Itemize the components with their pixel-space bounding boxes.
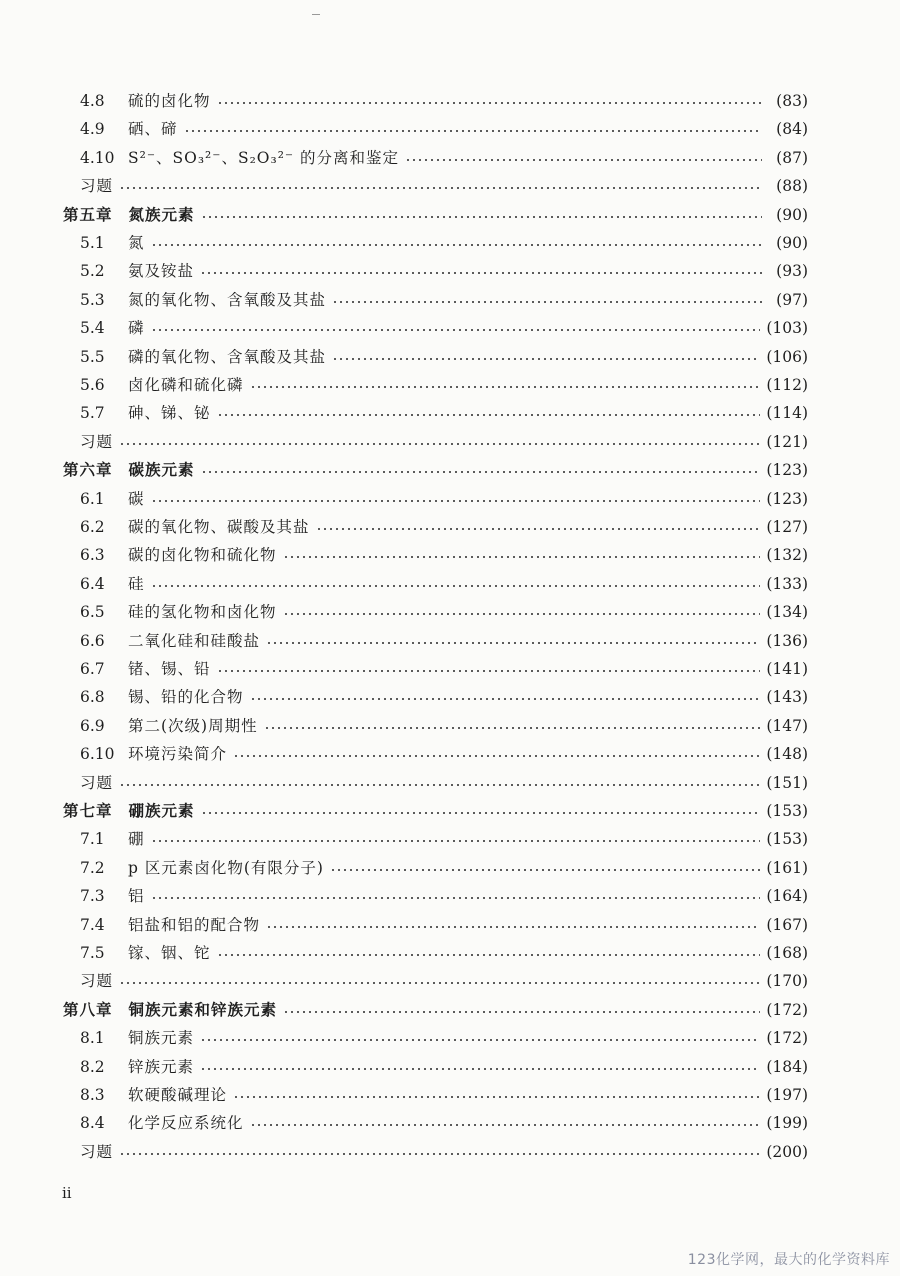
toc-entry-title: 锡、铅的化合物 bbox=[128, 688, 244, 707]
toc-dot-leader bbox=[266, 642, 760, 644]
toc-entry-title: 化学反应系统化 bbox=[128, 1114, 244, 1133]
toc-entry-page: (199) bbox=[766, 1114, 808, 1133]
toc-entry-page: (136) bbox=[766, 631, 808, 650]
toc-entry-title: 锗、锡、铅 bbox=[128, 660, 211, 678]
toc-dot-leader bbox=[332, 301, 762, 303]
toc-entry-number: 6.4 bbox=[80, 574, 105, 593]
toc-entry-number: 第八章 bbox=[63, 999, 113, 1019]
toc-section-entry[interactable] bbox=[0, 712, 900, 740]
toc-entry-page: (103) bbox=[766, 319, 808, 338]
toc-entry-number: 4.9 bbox=[80, 120, 105, 139]
toc-entry-title: 二氧化硅和硅酸盐 bbox=[128, 631, 261, 650]
toc-entry-page: (151) bbox=[766, 773, 808, 792]
toc-dot-leader bbox=[201, 812, 761, 814]
toc-section-entry[interactable] bbox=[0, 627, 900, 655]
toc-entry-title: 硼族元素 bbox=[128, 801, 195, 820]
toc-dot-leader bbox=[200, 1068, 760, 1070]
toc-entry-number: 4.10 bbox=[80, 148, 115, 167]
toc-section-entry[interactable] bbox=[0, 1138, 900, 1166]
toc-dot-leader bbox=[151, 244, 762, 246]
toc-entry-page: (123) bbox=[766, 489, 808, 508]
toc-entry-number: 6.2 bbox=[80, 518, 105, 536]
toc-entry-title: 氨及铵盐 bbox=[128, 262, 195, 281]
toc-section-entry[interactable] bbox=[0, 541, 900, 569]
toc-entry-title: 磷的氧化物、含氧酸及其盐 bbox=[128, 347, 327, 366]
toc-entry-title: 铜族元素和锌族元素 bbox=[128, 999, 278, 1019]
toc-dot-leader bbox=[151, 585, 761, 587]
toc-entry-title: 卤化磷和硫化磷 bbox=[128, 376, 244, 394]
toc-chapter-entry[interactable] bbox=[0, 996, 900, 1024]
toc-entry-page: (83) bbox=[776, 92, 808, 110]
toc-dot-leader bbox=[119, 982, 760, 984]
footer-page-number: ii bbox=[62, 1184, 72, 1202]
toc-entry-page: (106) bbox=[766, 347, 808, 366]
toc-section-entry[interactable] bbox=[0, 939, 900, 967]
toc-entry-page: (114) bbox=[766, 404, 808, 423]
toc-entry-number: 6.8 bbox=[80, 688, 105, 707]
toc-section-entry[interactable] bbox=[0, 399, 900, 427]
toc-entry-page: (153) bbox=[766, 802, 808, 820]
toc-entry-title: 习题 bbox=[80, 773, 114, 792]
page-top-mark bbox=[312, 14, 320, 15]
toc-entry-number: 5.3 bbox=[80, 290, 105, 309]
toc-dot-leader bbox=[200, 1039, 760, 1041]
watermark-text: 123化学网，最大的化学资料库 bbox=[687, 1252, 890, 1268]
toc-dot-leader bbox=[316, 528, 761, 530]
toc-section-entry[interactable] bbox=[0, 115, 900, 143]
toc-entry-page: (200) bbox=[766, 1142, 808, 1161]
toc-entry-page: (161) bbox=[766, 858, 808, 877]
toc-dot-leader bbox=[217, 954, 761, 956]
toc-entry-title: 硅 bbox=[128, 574, 145, 593]
toc-section-entry[interactable] bbox=[0, 257, 900, 285]
toc-section-entry[interactable] bbox=[0, 172, 900, 200]
toc-dot-leader bbox=[250, 698, 761, 700]
toc-entry-title: 习题 bbox=[80, 177, 114, 196]
toc-entry-page: (153) bbox=[766, 830, 808, 849]
toc-entry-title: 碳的氧化物、碳酸及其盐 bbox=[128, 518, 310, 536]
toc-section-entry[interactable] bbox=[0, 882, 900, 910]
toc-entry-title: 铝 bbox=[128, 887, 145, 906]
toc-entry-page: (112) bbox=[766, 376, 808, 394]
toc-entry-number: 4.8 bbox=[80, 92, 105, 110]
toc-entry-title: 碳族元素 bbox=[128, 460, 195, 480]
toc-section-entry[interactable] bbox=[0, 87, 900, 115]
toc-section-entry[interactable] bbox=[0, 314, 900, 342]
toc-section-entry[interactable] bbox=[0, 854, 900, 882]
toc-entry-title: p 区元素卤化物(有限分子) bbox=[128, 858, 324, 877]
toc-entry-title: 碳的卤化物和硫化物 bbox=[128, 546, 277, 565]
toc-dot-leader bbox=[283, 613, 761, 615]
toc-section-entry[interactable] bbox=[0, 1053, 900, 1081]
toc-section-entry[interactable] bbox=[0, 825, 900, 853]
toc-entry-page: (170) bbox=[766, 972, 808, 991]
toc-dot-leader bbox=[151, 329, 761, 331]
toc-entry-number: 7.2 bbox=[80, 858, 105, 877]
toc-entry-title: 硫的卤化物 bbox=[128, 92, 211, 110]
toc-entry-page: (123) bbox=[766, 461, 808, 480]
toc-dot-leader bbox=[200, 272, 762, 274]
toc-entry-title: S²⁻、SO₃²⁻、S₂O₃²⁻ 的分离和鉴定 bbox=[128, 148, 400, 167]
toc-entry-title: 习题 bbox=[80, 432, 114, 451]
toc-entry-number: 5.6 bbox=[80, 376, 105, 394]
toc-entry-page: (84) bbox=[776, 120, 808, 139]
toc-section-entry[interactable] bbox=[0, 286, 900, 314]
toc-entry-page: (132) bbox=[766, 546, 808, 565]
toc-entry-page: (88) bbox=[776, 177, 808, 196]
toc-chapter-entry[interactable] bbox=[0, 456, 900, 484]
toc-section-entry[interactable] bbox=[0, 683, 900, 711]
toc-entry-title: 砷、锑、铋 bbox=[128, 404, 211, 423]
toc-entry-number: 5.2 bbox=[80, 262, 105, 281]
toc-dot-leader bbox=[151, 500, 761, 502]
toc-entry-title: 硅的氢化物和卤化物 bbox=[128, 603, 277, 622]
toc-entry-title: 铜族元素 bbox=[128, 1029, 195, 1048]
toc-entry-number: 第六章 bbox=[63, 460, 113, 480]
toc-dot-leader bbox=[283, 556, 761, 558]
toc-entry-page: (172) bbox=[766, 1029, 808, 1048]
toc-entry-title: 硼 bbox=[128, 830, 145, 849]
toc-entry-title: 第二(次级)周期性 bbox=[128, 716, 258, 735]
toc-dot-leader bbox=[184, 130, 762, 132]
toc-entry-number: 6.9 bbox=[80, 716, 105, 735]
toc-section-entry[interactable] bbox=[0, 1109, 900, 1137]
toc-entry-number: 8.2 bbox=[80, 1057, 105, 1076]
toc-section-entry[interactable] bbox=[0, 343, 900, 371]
toc-dot-leader bbox=[233, 1096, 760, 1098]
toc-entry-title: 碳 bbox=[128, 489, 145, 508]
toc-entry-page: (164) bbox=[766, 887, 808, 906]
toc-entry-number: 5.5 bbox=[80, 347, 105, 366]
toc-entry-title: 磷 bbox=[128, 319, 145, 338]
toc-dot-leader bbox=[217, 414, 761, 416]
toc-entry-number: 5.1 bbox=[80, 234, 105, 252]
toc-dot-leader bbox=[201, 471, 761, 473]
toc-entry-page: (168) bbox=[766, 944, 808, 962]
toc-section-entry[interactable] bbox=[0, 144, 900, 172]
toc-dot-leader bbox=[119, 1153, 760, 1155]
toc-entry-number: 7.3 bbox=[80, 887, 105, 906]
toc-entry-number: 5.4 bbox=[80, 319, 105, 338]
toc-entry-page: (141) bbox=[766, 660, 808, 678]
toc-entry-title: 习题 bbox=[80, 972, 114, 991]
toc-dot-leader bbox=[201, 216, 762, 218]
toc-entry-page: (90) bbox=[776, 234, 808, 252]
toc-entry-title: 环境污染简介 bbox=[128, 745, 228, 764]
toc-section-entry[interactable] bbox=[0, 229, 900, 257]
toc-section-entry[interactable] bbox=[0, 740, 900, 768]
toc-entry-title: 镓、铟、铊 bbox=[128, 944, 211, 962]
toc-entry-page: (127) bbox=[766, 518, 808, 536]
toc-entry-title: 氮的氧化物、含氧酸及其盐 bbox=[128, 290, 327, 309]
toc-section-entry[interactable] bbox=[0, 485, 900, 513]
toc-dot-leader bbox=[119, 443, 760, 445]
toc-entry-page: (147) bbox=[766, 716, 808, 735]
toc-dot-leader bbox=[151, 840, 761, 842]
toc-chapter-entry[interactable] bbox=[0, 201, 900, 229]
toc-entry-page: (148) bbox=[766, 745, 808, 764]
toc-entry-number: 6.10 bbox=[80, 745, 115, 764]
toc-entry-number: 7.4 bbox=[80, 915, 105, 934]
toc-section-entry[interactable] bbox=[0, 428, 900, 456]
toc-chapter-entry[interactable] bbox=[0, 797, 900, 825]
toc-entry-page: (143) bbox=[766, 688, 808, 707]
toc-section-entry[interactable] bbox=[0, 655, 900, 683]
toc-entry-page: (172) bbox=[766, 1000, 808, 1019]
toc-section-entry[interactable] bbox=[0, 371, 900, 399]
toc-dot-leader bbox=[119, 784, 760, 786]
toc-section-entry[interactable] bbox=[0, 911, 900, 939]
toc-dot-leader bbox=[283, 1011, 760, 1013]
toc-entry-page: (121) bbox=[766, 432, 808, 451]
toc-entry-page: (93) bbox=[776, 262, 808, 281]
toc-dot-leader bbox=[330, 869, 760, 871]
toc-entry-number: 8.1 bbox=[80, 1029, 105, 1048]
toc-entry-number: 6.3 bbox=[80, 546, 105, 565]
toc-dot-leader bbox=[250, 1124, 761, 1126]
toc-entry-page: (87) bbox=[776, 148, 808, 167]
toc-entry-title: 氮 bbox=[128, 234, 145, 252]
toc-entry-number: 6.6 bbox=[80, 631, 105, 650]
toc-entry-page: (90) bbox=[776, 205, 808, 224]
toc-section-entry[interactable] bbox=[0, 513, 900, 541]
toc-dot-leader bbox=[217, 102, 762, 104]
toc-dot-leader bbox=[250, 386, 761, 388]
toc-dot-leader bbox=[119, 187, 762, 189]
toc-dot-leader bbox=[233, 755, 760, 757]
toc-entry-page: (134) bbox=[766, 603, 808, 622]
toc-entry-title: 铝盐和铝的配合物 bbox=[128, 915, 261, 934]
toc-entry-page: (167) bbox=[766, 915, 808, 934]
toc-section-entry[interactable] bbox=[0, 769, 900, 797]
toc-section-entry[interactable] bbox=[0, 570, 900, 598]
toc-entry-number: 6.5 bbox=[80, 603, 105, 622]
toc-entry-number: 第五章 bbox=[63, 204, 113, 224]
toc-entry-number: 7.5 bbox=[80, 944, 105, 962]
toc-entry-number: 第七章 bbox=[63, 801, 113, 820]
toc-entry-page: (133) bbox=[766, 574, 808, 593]
toc-entry-title: 习题 bbox=[80, 1142, 114, 1161]
toc-dot-leader bbox=[151, 897, 761, 899]
toc-section-entry[interactable] bbox=[0, 598, 900, 626]
toc-entry-page: (97) bbox=[776, 290, 808, 309]
toc-entry-title: 硒、碲 bbox=[128, 120, 178, 139]
toc-dot-leader bbox=[264, 727, 761, 729]
toc-entry-number: 8.3 bbox=[80, 1086, 105, 1104]
toc-section-entry[interactable] bbox=[0, 967, 900, 995]
toc-entry-title: 氮族元素 bbox=[128, 204, 195, 224]
toc-section-entry[interactable] bbox=[0, 1024, 900, 1052]
toc-dot-leader bbox=[332, 358, 760, 360]
toc-entry-page: (184) bbox=[766, 1057, 808, 1076]
toc-dot-leader bbox=[217, 670, 761, 672]
toc-entry-number: 8.4 bbox=[80, 1114, 105, 1133]
toc-dot-leader bbox=[266, 926, 760, 928]
toc-entry-number: 7.1 bbox=[80, 830, 105, 849]
toc-entry-title: 软硬酸碱理论 bbox=[128, 1086, 228, 1104]
toc-entry-title: 锌族元素 bbox=[128, 1057, 195, 1076]
toc-entry-number: 6.1 bbox=[80, 489, 105, 508]
toc-section-entry[interactable] bbox=[0, 1081, 900, 1109]
toc-entry-number: 5.7 bbox=[80, 404, 105, 423]
toc-dot-leader bbox=[405, 159, 762, 161]
toc-entry-number: 6.7 bbox=[80, 660, 105, 678]
toc-entry-page: (197) bbox=[766, 1086, 808, 1104]
